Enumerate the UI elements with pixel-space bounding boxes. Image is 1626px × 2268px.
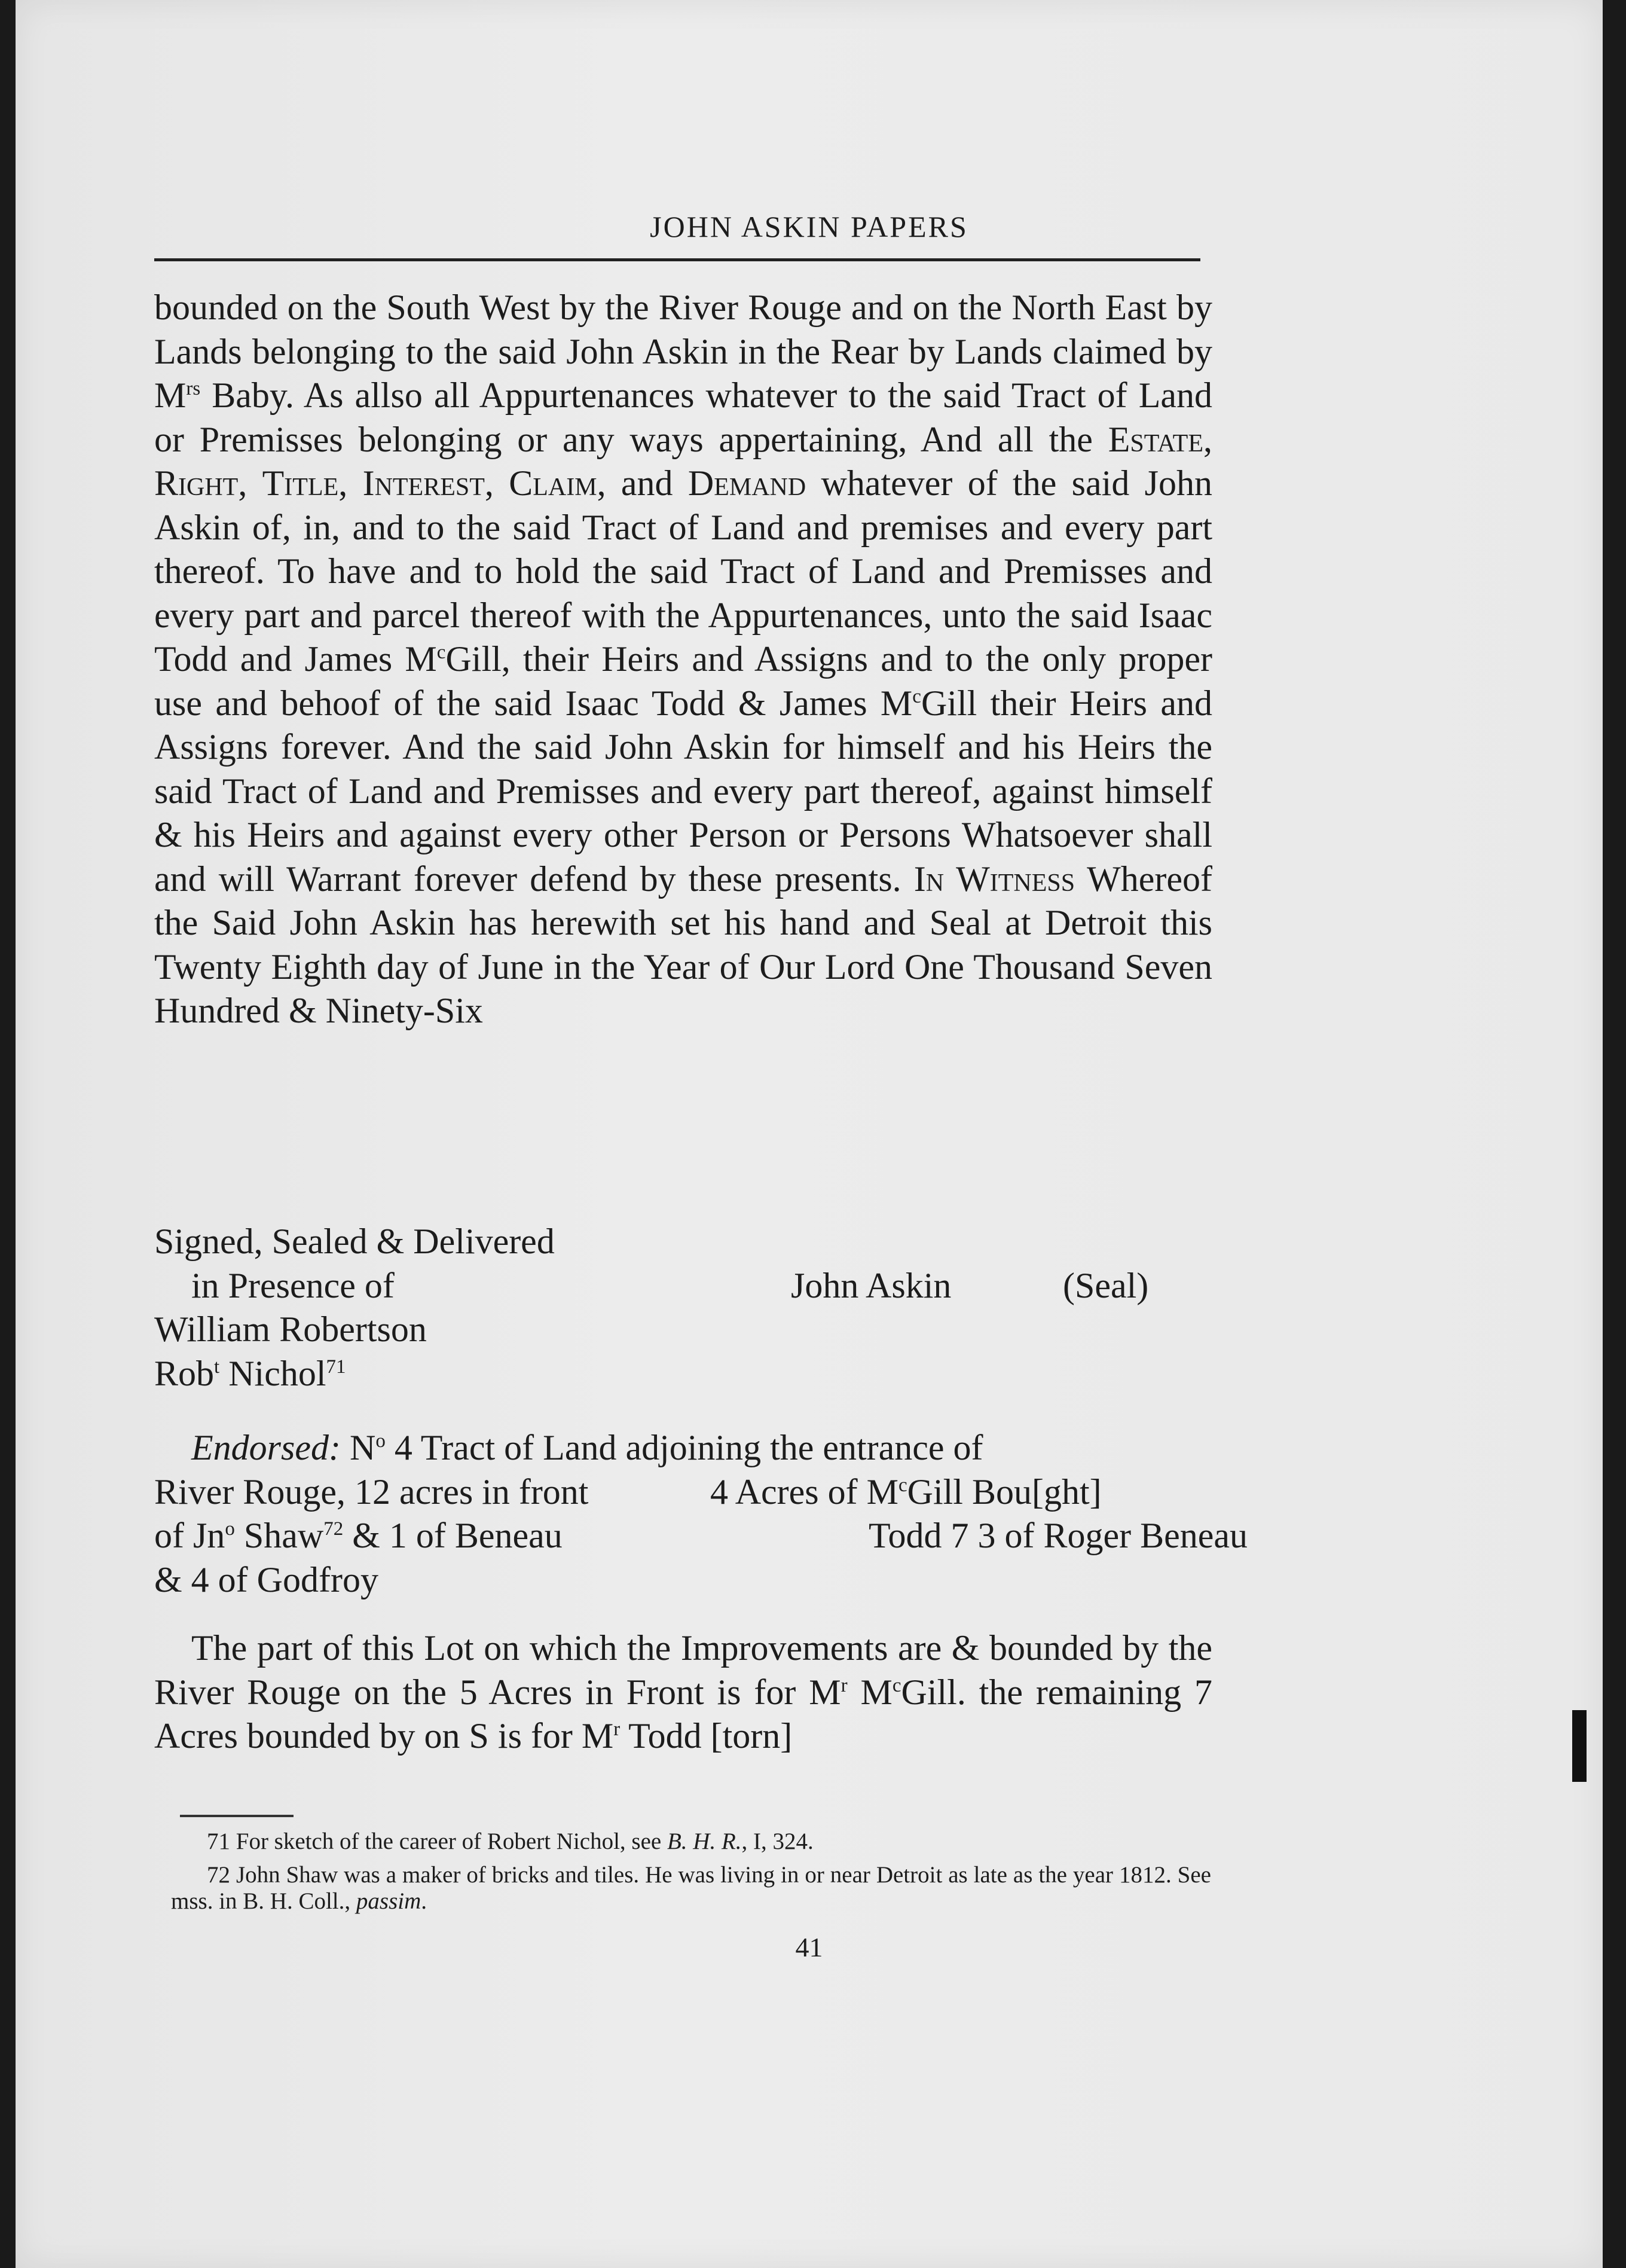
footnote-ref-71: 71 [326, 1356, 346, 1378]
text-run: The part of this Lot on which the Improvements are & bounded by the River Rouge on the 5 Acres in Front is for M [154, 1628, 1212, 1712]
text-run: Gill, their Heirs and Assigns and to the only proper use and behoof of the said Isaac Todd & James M [154, 639, 1213, 723]
text-run: , [238, 463, 262, 503]
witness-2 [154, 1352, 1212, 1396]
endorsed-line-1 [154, 1426, 1212, 1470]
footnote-ref-72: 72 [323, 1518, 344, 1540]
signature-block [154, 1220, 1212, 1396]
footnote-rule [180, 1815, 294, 1817]
small-caps-estate: Estate [1108, 419, 1203, 459]
text-run: , [338, 463, 363, 503]
text-run: Rob [154, 1353, 215, 1393]
superscript: o [375, 1430, 386, 1452]
endorsed-line-2 [154, 1470, 1212, 1515]
text-run: Todd [torn] [620, 1716, 793, 1756]
small-caps-title: Title [262, 463, 339, 503]
footnotes [171, 1829, 1211, 1922]
text-run: , [484, 463, 509, 503]
superscript: r [613, 1718, 621, 1740]
text-run: . [421, 1888, 427, 1914]
small-caps-interest: Interest [362, 463, 485, 503]
signature-line-1 [154, 1220, 1212, 1264]
deed-body [154, 286, 1212, 1033]
superscript: rs [186, 378, 201, 399]
superscript: c [912, 685, 921, 707]
small-caps-claim: Claim [509, 463, 597, 503]
endorsed-label: Endorsed: [191, 1428, 341, 1467]
text-run: , I, 324. [741, 1829, 814, 1854]
superscript: c [898, 1474, 907, 1496]
text-run: Gill their Heirs and Assigns forever. And the said John Askin for himself and his Heirs the said Tract of Land and Premisses and every part thereof, against himself & his Heirs and against every other Person or Persons Whatsoever shall and will Warrant forever defend by these presents. [154, 683, 1213, 899]
superscript: o [225, 1518, 235, 1540]
footnote-71 [171, 1829, 1211, 1855]
footnote-number: 71 [207, 1829, 230, 1854]
header-rule [154, 258, 1200, 261]
text-run: Todd 7 3 of Roger Beneau [869, 1516, 1248, 1555]
part-lot-paragraph [154, 1626, 1212, 1759]
citation: B. H. R. [667, 1829, 742, 1854]
footnote-72 [171, 1862, 1211, 1915]
signed-sealed-text: Signed, Sealed & Delivered [154, 1222, 555, 1261]
in-presence-text: in Presence of [191, 1265, 395, 1305]
signature-line-2 [154, 1264, 1212, 1308]
text-run: 4 Acres of M [710, 1472, 898, 1512]
text-run: For sketch of the career of Robert Nichol, see [230, 1829, 667, 1854]
text-run: M [847, 1672, 893, 1712]
small-caps-right: Right [154, 463, 239, 503]
seal-mark: (Seal) [1063, 1265, 1149, 1305]
running-head: JOHN ASKIN PAPERS [650, 210, 968, 243]
text-run: John Shaw was a maker of bricks and tiles. He was living in or near Detroit as late as the year 1812. See mss. in B. H. Coll., [171, 1862, 1211, 1914]
text-run: Shaw [234, 1516, 324, 1555]
endorsed-line-3 [154, 1514, 1248, 1558]
text-run: of Jn [154, 1516, 225, 1555]
small-caps-demand: Demand [687, 463, 806, 503]
text-run: Gill Bou[ght] [907, 1472, 1102, 1512]
endorsed-line-4 [154, 1558, 1212, 1602]
text-run: Baby. As allso all Appurtenances whatever to the said Tract of Land or Premisses belonging or any ways appertaining, And all the [154, 376, 1212, 459]
superscript: c [436, 642, 446, 663]
text-run: whatever of the said John Askin of, in, and to the said Tract of Land and premises and every part thereof. To have and to hold the said Tract of Land and Premisses and every part and parcel thereof with the Appurtenances, unto the said Isaac Todd and James M [154, 463, 1212, 679]
part-lot-text [154, 1626, 1212, 1759]
witness-1 [154, 1308, 1212, 1352]
page-number: 41 [795, 1932, 823, 1962]
text-run: Gill. the remaining 7 Acres bounded by on S is for M [154, 1672, 1212, 1756]
deed-paragraph [154, 286, 1212, 1033]
superscript: r [840, 1674, 848, 1696]
superscript: c [892, 1674, 901, 1696]
endorsement [154, 1426, 1248, 1602]
witness-name: William Robertson [154, 1309, 427, 1349]
small-caps-in-witness: In Witness [913, 859, 1075, 899]
text-run: Nichol [219, 1353, 326, 1393]
text-run: , and [597, 463, 688, 503]
text-run: Whereof the Said John Askin has herewith set his hand and Seal at Detroit this Twenty Eighth day of June in the Year of Our Lord One Thousand Seven Hundred & Ninety-Six [154, 859, 1212, 1030]
book-page [16, 0, 1603, 2268]
citation: passim [356, 1888, 421, 1914]
text-run: N [340, 1428, 376, 1467]
text-run: , [1203, 419, 1212, 459]
superscript: t [214, 1356, 220, 1378]
text-run: bounded on the South West by the River Rouge and on the North East by Lands belonging to the said John Askin in the Rear by Lands claimed by M [154, 288, 1212, 415]
text-run: 4 Tract of Land adjoining the entrance of [385, 1428, 983, 1467]
text-run: & 4 of Godfroy [154, 1559, 378, 1599]
text-run: River Rouge, 12 acres in front [154, 1472, 589, 1512]
signer-name: John Askin [791, 1265, 952, 1305]
footnote-number: 72 [207, 1862, 230, 1888]
text-run: & 1 of Beneau [343, 1516, 563, 1555]
page-edge-tab [1572, 1710, 1587, 1782]
